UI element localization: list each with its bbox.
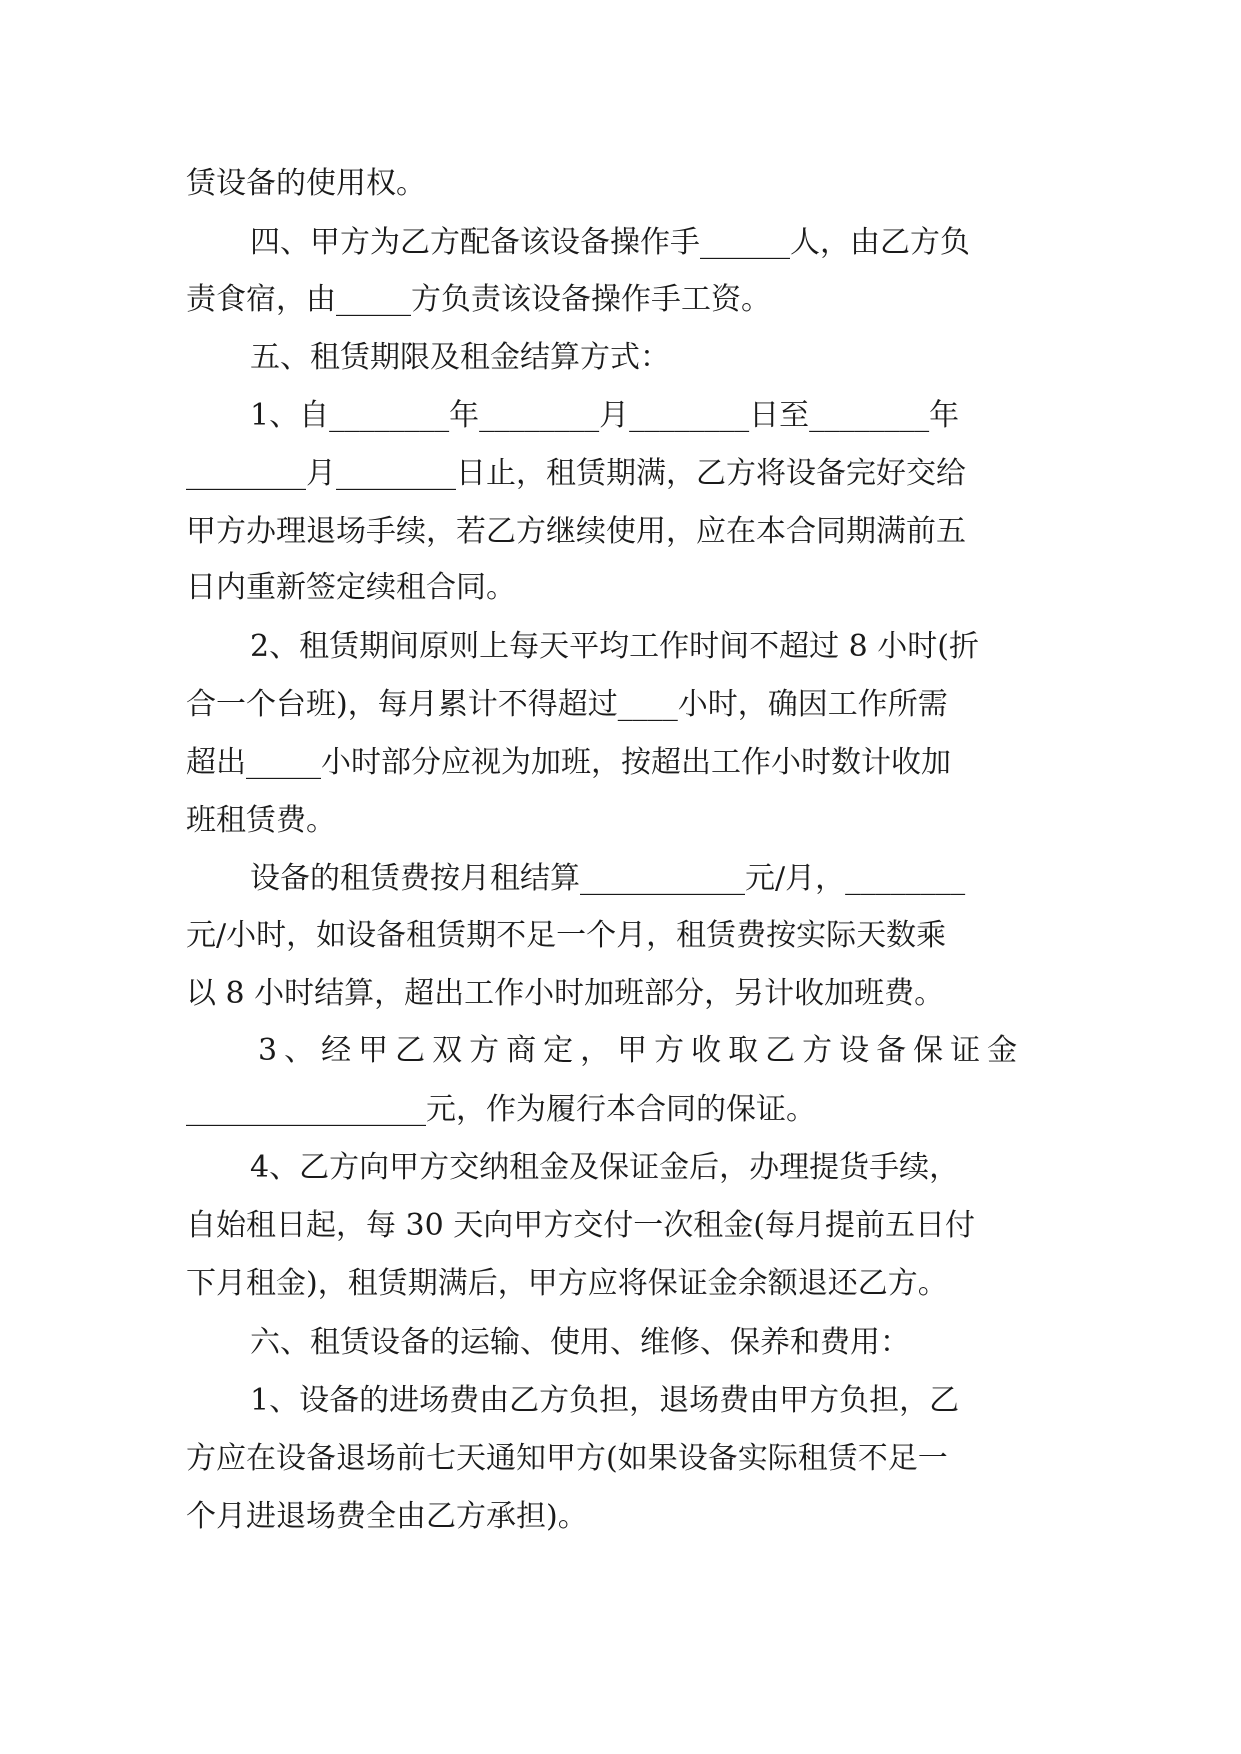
text-line-20: 下月租金)，租赁期满后，甲方应将保证金余额退还乙方。 (186, 1266, 948, 1301)
text-line-8: 日内重新签定续租合同。 (186, 570, 516, 605)
text-line-15: 以 8 小时结算，超出工作小时加班部分，另计收加班费。 (186, 976, 945, 1011)
text-line-24: 个月进退场费全由乙方承担)。 (186, 1499, 588, 1534)
text-line-17: ________________元，作为履行本合同的保证。 (186, 1092, 816, 1127)
text-line-11: 超出_____小时部分应视为加班，按超出工作小时数计收加 (186, 745, 951, 780)
text-line-5: 1、自________年________月________日至________年 (250, 398, 960, 433)
text-line-18: 4、乙方向甲方交纳租金及保证金后，办理提货手续， (250, 1150, 960, 1185)
text-line-2: 四、甲方为乙方配备该设备操作手______人，由乙方负 (250, 225, 970, 260)
text-line-4: 五、租赁期限及租金结算方式： (250, 340, 670, 375)
text-line-10: 合一个台班)，每月累计不得超过____小时，确因工作所需 (186, 687, 948, 722)
text-line-9: 2、租赁期间原则上每天平均工作时间不超过 8 小时(折 (250, 629, 979, 664)
text-line-19: 自始租日起，每 30 天向甲方交付一次租金(每月提前五日付 (186, 1208, 975, 1243)
text-line-6: ________月________日止，租赁期满，乙方将设备完好交给 (186, 456, 966, 491)
text-line-14: 元/小时，如设备租赁期不足一个月，租赁费按实际天数乘 (186, 918, 947, 953)
text-line-21: 六、租赁设备的运输、使用、维修、保养和费用： (250, 1325, 910, 1360)
text-line-3: 责食宿，由_____方负责该设备操作手工资。 (186, 282, 771, 317)
text-line-16: 3、经甲乙双方商定，甲方收取乙方设备保证金 (258, 1033, 1025, 1068)
text-line-13: 设备的租赁费按月租结算___________元/月，________ (250, 861, 966, 896)
text-line-22: 1、设备的进场费由乙方负担，退场费由甲方负担，乙 (250, 1383, 960, 1418)
text-line-1: 赁设备的使用权。 (186, 166, 426, 201)
text-line-7: 甲方办理退场手续，若乙方继续使用，应在本合同期满前五 (186, 514, 966, 549)
text-line-23: 方应在设备退场前七天通知甲方(如果设备实际租赁不足一 (186, 1441, 948, 1476)
text-line-12: 班租赁费。 (186, 803, 336, 838)
